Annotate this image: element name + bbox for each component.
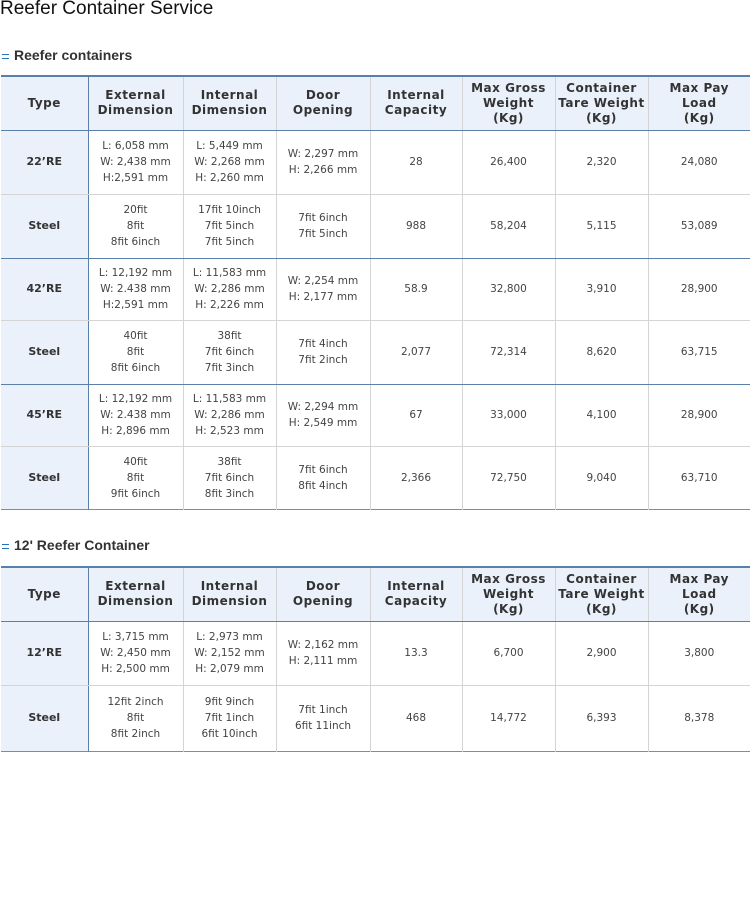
table-row [1, 258, 750, 320]
internal-capacity-cell: 2,077 [370, 320, 462, 384]
internal-dimension-cell: 17fit 10inch 7fit 5inch 7fit 5inch [183, 194, 276, 258]
max-pay-load-cell: 3,800 [648, 621, 750, 685]
tare-weight-cell: 8,620 [555, 320, 648, 384]
table-row [1, 384, 750, 446]
type-cell: 42’RE [1, 258, 88, 320]
column-header-internal-dimension: Internal Dimension [183, 76, 276, 130]
internal-dimension-cell: 38fit 7fit 6inch 7fit 3inch [183, 320, 276, 384]
internal-dimension-cell: L: 2,973 mm W: 2,152 mm H: 2,079 mm [183, 621, 276, 685]
max-pay-load-cell: 63,715 [648, 320, 750, 384]
max-pay-load-cell: 28,900 [648, 384, 750, 446]
column-header-type: Type [1, 76, 88, 130]
internal-dimension-cell: L: 11,583 mm W: 2,286 mm H: 2,523 mm [183, 384, 276, 446]
type-cell: 45’RE [1, 384, 88, 446]
external-dimension-cell: L: 12,192 mm W: 2.438 mm H: 2,896 mm [88, 384, 183, 446]
tare-weight-cell: 3,910 [555, 258, 648, 320]
tare-weight-cell: 6,393 [555, 685, 648, 751]
internal-capacity-cell: 468 [370, 685, 462, 751]
bullet-icon [2, 54, 9, 59]
column-header-door-opening: Door Opening [276, 76, 370, 130]
tare-weight-cell: 4,100 [555, 384, 648, 446]
max-gross-weight-cell: 72,750 [462, 446, 555, 509]
max-pay-load-cell: 53,089 [648, 194, 750, 258]
max-gross-weight-cell: 14,772 [462, 685, 555, 751]
section-title: 12' Reefer Container [14, 537, 150, 553]
type-cell: Steel [1, 446, 88, 509]
column-header-internal-dimension: Internal Dimension [183, 567, 276, 621]
internal-dimension-cell: 9fit 9inch 7fit 1inch 6fit 10inch [183, 685, 276, 751]
table-row [1, 685, 750, 751]
door-opening-cell: W: 2,294 mm H: 2,549 mm [276, 384, 370, 446]
internal-capacity-cell: 988 [370, 194, 462, 258]
column-header-max-pay-load: Max Pay Load (Kg) [648, 76, 750, 130]
section-heading-reefer-containers [2, 45, 132, 65]
external-dimension-cell: L: 12,192 mm W: 2.438 mm H:2,591 mm [88, 258, 183, 320]
external-dimension-cell: 40fit 8fit 8fit 6inch [88, 320, 183, 384]
reefer-containers-table [1, 75, 750, 510]
max-gross-weight-cell: 72,314 [462, 320, 555, 384]
table-row [1, 194, 750, 258]
internal-capacity-cell: 58.9 [370, 258, 462, 320]
max-pay-load-cell: 63,710 [648, 446, 750, 509]
type-cell: Steel [1, 685, 88, 751]
column-header-max-pay-load: Max Pay Load (Kg) [648, 567, 750, 621]
12-reefer-container-table [1, 566, 750, 752]
column-header-container-tare-weight: Container Tare Weight (Kg) [555, 76, 648, 130]
column-header-max-gross-weight: Max Gross Weight (Kg) [462, 76, 555, 130]
table-row [1, 621, 750, 685]
internal-capacity-cell: 67 [370, 384, 462, 446]
door-opening-cell: 7fit 6inch 7fit 5inch [276, 194, 370, 258]
type-cell: 22’RE [1, 130, 88, 194]
table-row [1, 320, 750, 384]
tare-weight-cell: 2,320 [555, 130, 648, 194]
type-cell: 12’RE [1, 621, 88, 685]
table-row [1, 130, 750, 194]
max-pay-load-cell: 28,900 [648, 258, 750, 320]
bullet-icon [2, 544, 9, 549]
max-gross-weight-cell: 26,400 [462, 130, 555, 194]
type-cell: Steel [1, 194, 88, 258]
external-dimension-cell: 12fit 2inch 8fit 8fit 2inch [88, 685, 183, 751]
column-header-external-dimension: External Dimension [88, 76, 183, 130]
column-header-container-tare-weight: Container Tare Weight (Kg) [555, 567, 648, 621]
door-opening-cell: W: 2,162 mm H: 2,111 mm [276, 621, 370, 685]
tare-weight-cell: 2,900 [555, 621, 648, 685]
door-opening-cell: W: 2,254 mm H: 2,177 mm [276, 258, 370, 320]
external-dimension-cell: 20fit 8fit 8fit 6inch [88, 194, 183, 258]
external-dimension-cell: 40fit 8fit 9fit 6inch [88, 446, 183, 509]
internal-capacity-cell: 13.3 [370, 621, 462, 685]
internal-dimension-cell: L: 5,449 mm W: 2,268 mm H: 2,260 mm [183, 130, 276, 194]
max-pay-load-cell: 24,080 [648, 130, 750, 194]
door-opening-cell: 7fit 1inch 6fit 11inch [276, 685, 370, 751]
tare-weight-cell: 9,040 [555, 446, 648, 509]
max-pay-load-cell: 8,378 [648, 685, 750, 751]
column-header-internal-capacity: Internal Capacity [370, 567, 462, 621]
max-gross-weight-cell: 33,000 [462, 384, 555, 446]
external-dimension-cell: L: 6,058 mm W: 2,438 mm H:2,591 mm [88, 130, 183, 194]
max-gross-weight-cell: 58,204 [462, 194, 555, 258]
column-header-max-gross-weight: Max Gross Weight (Kg) [462, 567, 555, 621]
section-heading-12-reefer-container [2, 535, 150, 555]
table-header-row [1, 567, 750, 621]
column-header-type: Type [1, 567, 88, 621]
column-header-external-dimension: External Dimension [88, 567, 183, 621]
tare-weight-cell: 5,115 [555, 194, 648, 258]
internal-dimension-cell: L: 11,583 mm W: 2,286 mm H: 2,226 mm [183, 258, 276, 320]
page-title: Reefer Container Service [0, 0, 214, 19]
door-opening-cell: 7fit 6inch 8fit 4inch [276, 446, 370, 509]
max-gross-weight-cell: 32,800 [462, 258, 555, 320]
type-cell: Steel [1, 320, 88, 384]
external-dimension-cell: L: 3,715 mm W: 2,450 mm H: 2,500 mm [88, 621, 183, 685]
door-opening-cell: W: 2,297 mm H: 2,266 mm [276, 130, 370, 194]
column-header-internal-capacity: Internal Capacity [370, 76, 462, 130]
internal-capacity-cell: 28 [370, 130, 462, 194]
column-header-door-opening: Door Opening [276, 567, 370, 621]
door-opening-cell: 7fit 4inch 7fit 2inch [276, 320, 370, 384]
internal-dimension-cell: 38fit 7fit 6inch 8fit 3inch [183, 446, 276, 509]
table-row [1, 446, 750, 509]
table-header-row [1, 76, 750, 130]
section-title: Reefer containers [14, 47, 133, 63]
internal-capacity-cell: 2,366 [370, 446, 462, 509]
max-gross-weight-cell: 6,700 [462, 621, 555, 685]
